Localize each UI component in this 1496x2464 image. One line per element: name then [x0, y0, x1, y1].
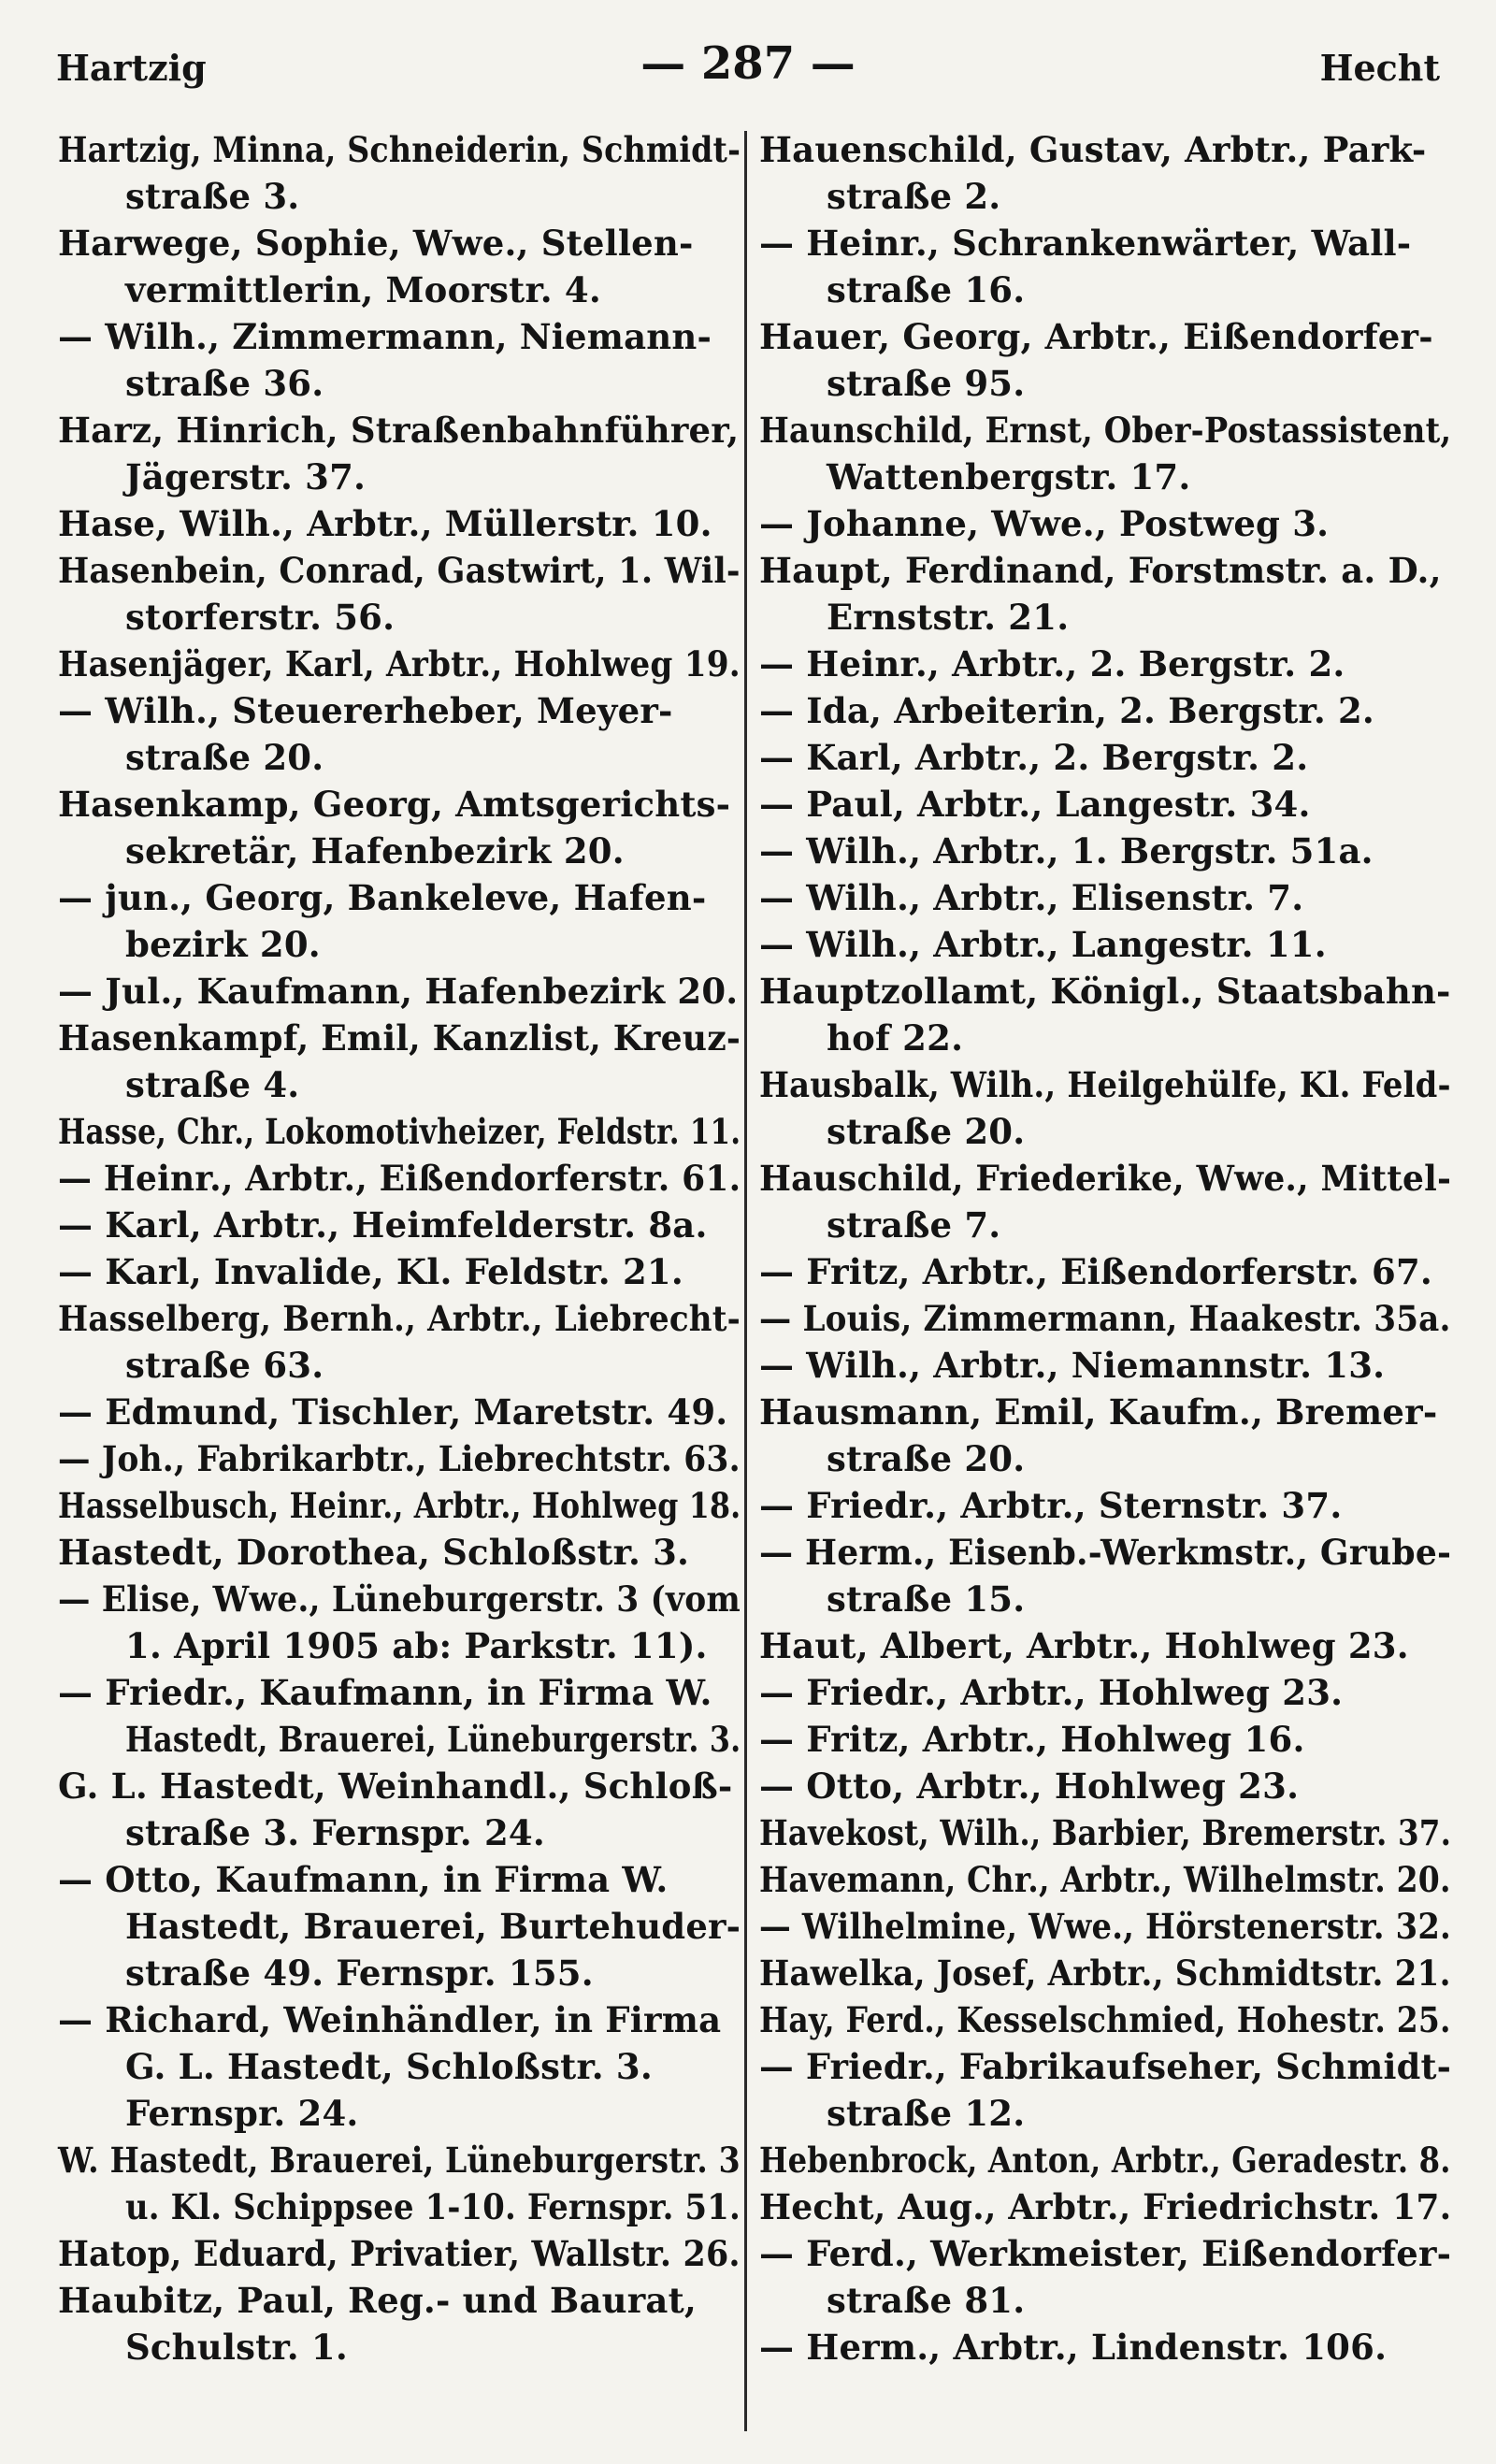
directory-entry	[759, 1903, 1451, 1950]
entry-line: — Otto, Kaufmann, in Firma W.	[58, 1859, 669, 1900]
directory-entry	[58, 781, 741, 874]
entry-continuation-line: Fernspr. 24.	[125, 2093, 359, 2134]
entry-line: Haut, Albert, Arbtr., Hohlweg 23.	[759, 1625, 1409, 1666]
directory-entry	[759, 2183, 1451, 2230]
entry-line: — Friedr., Arbtr., Hohlweg 23.	[759, 1672, 1344, 1713]
entry-continuation-line: straße 49. Fernspr. 155.	[125, 1952, 594, 1994]
directory-entry	[759, 500, 1451, 547]
directory-entry	[759, 921, 1451, 968]
column-divider	[744, 131, 747, 2431]
entry-line: — Herm., Eisenb.-Werkmstr., Grube-	[759, 1532, 1452, 1573]
directory-entry	[759, 687, 1451, 734]
directory-entry	[58, 500, 741, 547]
directory-entry	[759, 828, 1451, 874]
entry-continuation-line: straße 20.	[125, 737, 324, 778]
directory-entry	[58, 1295, 741, 1389]
entry-line: — Heinr., Arbtr., Eißendorferstr. 61.	[58, 1158, 741, 1199]
entry-line: — Fritz, Arbtr., Hohlweg 16.	[759, 1719, 1305, 1760]
directory-entry	[58, 1108, 741, 1155]
entry-line: Hase, Wilh., Arbtr., Müllerstr. 10.	[58, 503, 712, 544]
directory-entry	[759, 1529, 1451, 1622]
entry-continuation-line: straße 16.	[827, 269, 1026, 310]
running-head-left: Hartzig	[56, 47, 207, 89]
entry-line: — Heinr., Schrankenwärter, Wall-	[759, 223, 1412, 264]
running-head-right: Hecht	[1319, 47, 1440, 89]
entry-line: — Jul., Kaufmann, Hafenbezirk 20.	[58, 971, 739, 1012]
entry-continuation-line: straße 4.	[125, 1064, 300, 1105]
directory-entry	[759, 547, 1451, 641]
entry-line: — Friedr., Fabrikaufseher, Schmidt-	[759, 2046, 1452, 2087]
directory-entry	[759, 781, 1451, 828]
entry-line: Hastedt, Dorothea, Schloßstr. 3.	[58, 1532, 690, 1573]
entry-line: G. L. Hastedt, Weinhandl., Schloß-	[58, 1765, 733, 1807]
entry-line: Hasselbusch, Heinr., Arbtr., Hohlweg 18.	[58, 1485, 741, 1526]
entry-line: — Elise, Wwe., Lüneburgerstr. 3 (vom	[58, 1578, 741, 1620]
entry-continuation-line: straße 20.	[827, 1111, 1026, 1152]
entry-line: Hebenbrock, Anton, Arbtr., Geradestr. 8.	[759, 2140, 1451, 2181]
entry-continuation-line: straße 36.	[125, 363, 324, 404]
entry-line: Haunschild, Ernst, Ober-Postassistent,	[759, 410, 1452, 451]
entry-line: Hasenkamp, Georg, Amtsgerichts-	[58, 784, 731, 825]
entry-continuation-line: straße 12.	[827, 2093, 1026, 2134]
directory-entry	[58, 2230, 741, 2277]
page-number: — 287 —	[640, 37, 856, 90]
entry-line: — Wilh., Arbtr., Langestr. 11.	[759, 924, 1327, 965]
directory-entry	[58, 1015, 741, 1108]
entry-line: Havemann, Chr., Arbtr., Wilhelmstr. 20.	[759, 1859, 1451, 1900]
entry-continuation-line: bezirk 20.	[125, 924, 321, 965]
entry-line: — Wilh., Arbtr., Niemannstr. 13.	[759, 1345, 1386, 1386]
entry-line: — Louis, Zimmermann, Haakestr. 35a.	[759, 1298, 1451, 1339]
entry-line: Havekost, Wilh., Barbier, Bremerstr. 37.	[759, 1812, 1452, 1853]
directory-entry	[58, 1435, 741, 1482]
directory-entry	[759, 1389, 1451, 1482]
directory-entry	[759, 1295, 1451, 1342]
entry-line: — jun., Georg, Bankeleve, Hafen-	[58, 877, 707, 918]
entry-line: Hay, Ferd., Kesselschmied, Hohestr. 25.	[759, 1999, 1451, 2040]
directory-entry	[58, 968, 741, 1015]
entry-continuation-line: straße 20.	[827, 1438, 1026, 1479]
entry-line: Hawelka, Josef, Arbtr., Schmidtstr. 21.	[759, 1952, 1451, 1994]
directory-entry	[58, 641, 741, 687]
entry-continuation-line: hof 22.	[827, 1017, 964, 1059]
directory-entry	[58, 687, 741, 781]
entry-line: Hasselberg, Bernh., Arbtr., Liebrecht-	[58, 1298, 741, 1339]
entry-line: — Karl, Arbtr., 2. Bergstr. 2.	[759, 737, 1309, 778]
entry-line: — Joh., Fabrikarbtr., Liebrechtstr. 63.	[58, 1438, 741, 1479]
directory-entry	[58, 1669, 741, 1763]
entry-line: Hasenbein, Conrad, Gastwirt, 1. Wil-	[58, 550, 741, 591]
directory-entry	[58, 874, 741, 968]
entry-continuation-line: straße 63.	[125, 1345, 324, 1386]
directory-entry	[58, 1856, 741, 1996]
directory-entry	[759, 407, 1451, 500]
directory-entry	[58, 1529, 741, 1576]
entry-line: Hartzig, Minna, Schneiderin, Schmidt-	[58, 129, 741, 170]
entry-line: Hasenjäger, Karl, Arbtr., Hohlweg 19.	[58, 643, 741, 684]
directory-entry	[759, 1856, 1451, 1903]
directory-entry	[759, 2043, 1451, 2137]
directory-entry	[759, 2137, 1451, 2183]
entry-continuation-line: sekretär, Hafenbezirk 20.	[125, 830, 625, 872]
entry-continuation-line: vermittlerin, Moorstr. 4.	[125, 269, 601, 310]
entry-line: — Wilh., Arbtr., Elisenstr. 7.	[759, 877, 1304, 918]
directory-entry	[759, 1155, 1451, 1248]
entry-line: — Friedr., Kaufmann, in Firma W.	[58, 1672, 712, 1713]
entry-line: Hauenschild, Gustav, Arbtr., Park-	[759, 129, 1427, 170]
directory-entry	[759, 1622, 1451, 1669]
left-column	[58, 126, 741, 2445]
directory-entry	[759, 1809, 1451, 1856]
directory-entry	[58, 1482, 741, 1529]
entry-line: W. Hastedt, Brauerei, Lüneburgerstr. 3	[58, 2140, 741, 2181]
entry-line: — Wilh., Zimmermann, Niemann-	[58, 316, 712, 357]
directory-entry	[759, 126, 1451, 220]
entry-continuation-line: straße 3.	[125, 176, 300, 217]
directory-entry	[759, 1061, 1451, 1155]
directory-entry	[58, 1576, 741, 1669]
directory-entry	[58, 220, 741, 313]
directory-entry	[759, 968, 1451, 1061]
entry-line: Harwege, Sophie, Wwe., Stellen-	[58, 223, 694, 264]
directory-entry	[759, 1950, 1451, 1996]
directory-entry	[759, 2230, 1451, 2324]
directory-entry	[759, 1763, 1451, 1809]
entry-line: — Johanne, Wwe., Postweg 3.	[759, 503, 1330, 544]
entry-continuation-line: straße 81.	[827, 2280, 1026, 2321]
right-column	[759, 126, 1451, 2445]
entry-line: — Friedr., Arbtr., Sternstr. 37.	[759, 1485, 1343, 1526]
entry-line: Hausbalk, Wilh., Heilgehülfe, Kl. Feld-	[759, 1064, 1451, 1105]
directory-entry	[759, 641, 1451, 687]
directory-entry	[759, 1248, 1451, 1295]
entry-line: Hauschild, Friederike, Wwe., Mittel-	[759, 1158, 1452, 1199]
directory-entry	[759, 734, 1451, 781]
entry-continuation-line: Jägerstr. 37.	[125, 456, 367, 497]
directory-entry	[759, 1716, 1451, 1763]
entry-continuation-line: storferstr. 56.	[125, 597, 396, 638]
page-header	[56, 37, 1440, 103]
entry-line: — Wilh., Arbtr., 1. Bergstr. 51a.	[759, 830, 1374, 872]
entry-line: — Karl, Arbtr., Heimfelderstr. 8a.	[58, 1204, 708, 1246]
directory-entry	[58, 547, 741, 641]
entry-line: Hasse, Chr., Lokomotivheizer, Feldstr. 11.	[58, 1111, 741, 1152]
entry-continuation-line: straße 15.	[827, 1578, 1026, 1620]
directory-entry	[58, 313, 741, 407]
entry-line: Haupt, Ferdinand, Forstmstr. a. D.,	[759, 550, 1442, 591]
entry-line: Hausmann, Emil, Kaufm., Bremer-	[759, 1391, 1438, 1433]
directory-entry	[58, 407, 741, 500]
entry-continuation-line: 1. April 1905 ab: Parkstr. 11).	[125, 1625, 708, 1666]
directory-entry	[759, 220, 1451, 313]
entry-line: — Herm., Arbtr., Lindenstr. 106.	[759, 2327, 1388, 2368]
entry-line: — Paul, Arbtr., Langestr. 34.	[759, 784, 1311, 825]
entry-continuation-line: straße 95.	[827, 363, 1026, 404]
entry-line: — Otto, Arbtr., Hohlweg 23.	[759, 1765, 1300, 1807]
entry-continuation-line: straße 2.	[827, 176, 1001, 217]
directory-entry	[58, 2137, 741, 2230]
directory-entry	[58, 1763, 741, 1856]
entry-line: Hauer, Georg, Arbtr., Eißendorfer-	[759, 316, 1433, 357]
entry-line: — Wilh., Steuererheber, Meyer-	[58, 690, 673, 731]
directory-entry	[759, 874, 1451, 921]
entry-continuation-line: G. L. Hastedt, Schloßstr. 3.	[125, 2046, 653, 2087]
entry-line: — Karl, Invalide, Kl. Feldstr. 21.	[58, 1251, 683, 1292]
directory-entry	[58, 126, 741, 220]
entry-line: Harz, Hinrich, Straßenbahnführer,	[58, 410, 740, 451]
directory-entry	[759, 1996, 1451, 2043]
entry-line: — Wilhelmine, Wwe., Hörstenerstr. 32.	[759, 1906, 1451, 1947]
entry-line: — Edmund, Tischler, Maretstr. 49.	[58, 1391, 728, 1433]
entry-line: Hauptzollamt, Königl., Staatsbahn-	[759, 971, 1451, 1012]
directory-entry	[58, 1389, 741, 1435]
entry-continuation-line: Hastedt, Brauerei, Lüneburgerstr. 3.	[125, 1719, 741, 1760]
directory-entry	[759, 1669, 1451, 1716]
directory-entry	[759, 1482, 1451, 1529]
entry-continuation-line: Ernststr. 21.	[827, 597, 1070, 638]
entry-continuation-line: u. Kl. Schippsee 1-10. Fernspr. 51.	[125, 2186, 741, 2227]
entry-line: Haubitz, Paul, Reg.- und Baurat,	[58, 2280, 697, 2321]
entry-continuation-line: Wattenbergstr. 17.	[827, 456, 1191, 497]
directory-entry	[58, 1996, 741, 2137]
entry-line: — Richard, Weinhändler, in Firma	[58, 1999, 722, 2040]
directory-entry	[58, 2277, 741, 2370]
directory-entry	[58, 1248, 741, 1295]
directory-entry	[759, 2324, 1451, 2370]
entry-line: — Ferd., Werkmeister, Eißendorfer-	[759, 2233, 1452, 2274]
entry-continuation-line: straße 3. Fernspr. 24.	[125, 1812, 545, 1853]
entry-line: Hatop, Eduard, Privatier, Wallstr. 26.	[58, 2233, 741, 2274]
directory-entry	[759, 313, 1451, 407]
directory-entry	[58, 1202, 741, 1248]
entry-continuation-line: Schulstr. 1.	[125, 2327, 348, 2368]
entry-continuation-line: Hastedt, Brauerei, Burtehuder-	[125, 1906, 741, 1947]
entry-line: — Ida, Arbeiterin, 2. Bergstr. 2.	[759, 690, 1375, 731]
entry-continuation-line: straße 7.	[827, 1204, 1001, 1246]
entry-line: Hecht, Aug., Arbtr., Friedrichstr. 17.	[759, 2186, 1452, 2227]
entry-line: Hasenkampf, Emil, Kanzlist, Kreuz-	[58, 1017, 741, 1059]
directory-entry	[759, 1342, 1451, 1389]
entry-line: — Fritz, Arbtr., Eißendorferstr. 67.	[759, 1251, 1432, 1292]
directory-entry	[58, 1155, 741, 1202]
entry-line: — Heinr., Arbtr., 2. Bergstr. 2.	[759, 643, 1345, 684]
